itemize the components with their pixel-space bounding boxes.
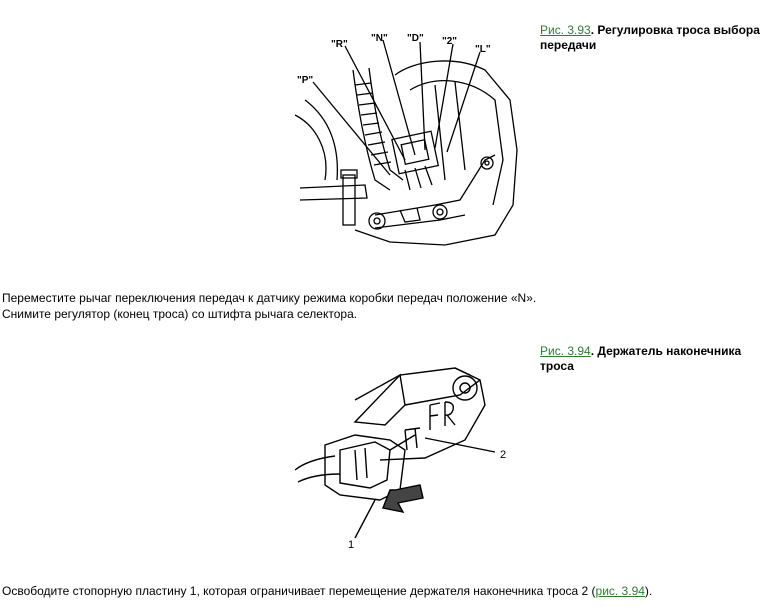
label-n: "N"	[371, 33, 388, 44]
paragraph-move-lever	[2, 290, 536, 322]
figure-3-93-caption-text: . Регулировка троса выбора передачи	[540, 23, 760, 52]
label-d: "D"	[407, 33, 424, 44]
gearbox-drawing	[295, 30, 530, 250]
figure-3-94-inline-link[interactable]: рис. 3.94	[595, 584, 645, 598]
figure-3-94-illustration	[295, 350, 525, 555]
figure-3-94-link[interactable]: Рис. 3.94	[540, 344, 591, 358]
figure-3-94-caption	[540, 344, 770, 374]
paragraph-text-end: ).	[644, 584, 653, 598]
figure-3-93-illustration	[295, 30, 530, 250]
paragraph-line: Переместите рычаг переключения передач к датчику режима коробки передач положение «N».	[2, 291, 537, 305]
paragraph-line: Снимите регулятор (конец троса) со штифта рычага селектора.	[2, 307, 358, 321]
paragraph-release-plate	[2, 583, 652, 599]
figure-3-94-caption-text: . Держатель наконечника троса	[540, 344, 742, 373]
figure-3-93-link[interactable]: Рис. 3.93	[540, 23, 591, 37]
label-l: "L"	[475, 44, 491, 55]
label-2: 2	[500, 449, 507, 461]
label-r: "R"	[331, 39, 348, 50]
label-p: "P"	[297, 75, 314, 86]
label-1: 1	[348, 539, 355, 551]
label-2: "2"	[442, 36, 458, 47]
cable-holder-drawing	[295, 350, 525, 555]
paragraph-text: Освободите стопорную пластину 1, которая ограничивает перемещение держателя наконечника троса 2 (	[2, 584, 596, 598]
figure-3-93-caption	[540, 23, 770, 53]
